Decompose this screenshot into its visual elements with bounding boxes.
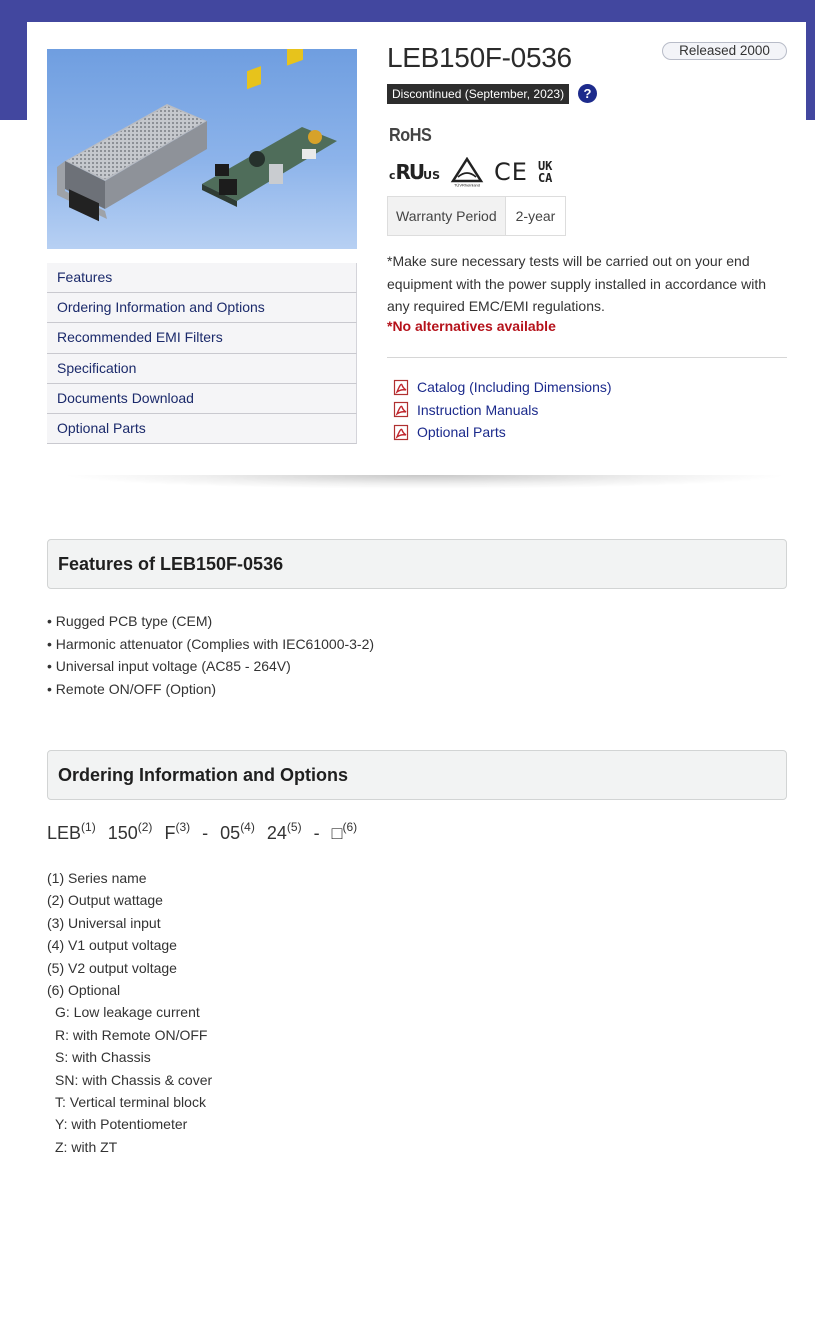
side-nav — [47, 263, 357, 444]
rohs-label: RoHS — [389, 125, 432, 145]
optional-parts-link[interactable] — [393, 421, 612, 444]
section-shadow-divider — [60, 475, 790, 489]
feature-item: • Remote ON/OFF (Option) — [47, 678, 374, 701]
features-list — [47, 610, 374, 700]
feature-item: • Rugged PCB type (CEM) — [47, 610, 374, 633]
emc-note: *Make sure necessary tests will be carried out on your end equipment with the power supply installed in accordance with any required EMC/EMI regulations. — [387, 253, 766, 314]
catalog-link-label: Catalog (Including Dimensions) — [417, 379, 612, 396]
code-v1: 05$^{(4)}$ — [220, 820, 255, 843]
side-nav-features[interactable]: Features — [47, 263, 357, 293]
features-heading: Features of LEB150F-0536 — [47, 539, 787, 589]
instruction-manuals-link-label: Instruction Manuals — [417, 401, 539, 418]
code-wattage: 150$^{(2)}$ — [107, 820, 153, 843]
option-item: G: Low leakage current — [55, 1004, 200, 1021]
feature-item: • Universal input voltage (AC85 - 264V) — [47, 655, 374, 678]
product-title: LEB150F-0536 — [387, 42, 572, 73]
code-series: LEB$^{(1)}$ — [47, 820, 96, 843]
legend-item: (2) Output wattage — [47, 892, 163, 909]
code-dash: - — [313, 823, 320, 843]
legend-item: (1) Series name — [47, 870, 147, 886]
option-item: S: with Chassis — [55, 1049, 151, 1066]
ordering-heading: Ordering Information and Options — [47, 750, 787, 800]
model-code — [47, 820, 364, 844]
ce-mark-icon: CE — [494, 158, 528, 186]
svg-text:TÜVRheinland: TÜVRheinland — [454, 182, 481, 187]
legend-item: (6) Optional — [47, 982, 121, 999]
legend-item: (4) V1 output voltage — [47, 937, 177, 954]
ul-mark-icon: cRUUS — [389, 160, 441, 184]
option-item: Y: with Potentiometer — [55, 1116, 188, 1133]
code-optional: □$^{(6)}$ — [331, 820, 358, 843]
warranty-label: Warranty Period — [388, 197, 506, 235]
option-item: R: with Remote ON/OFF — [55, 1026, 208, 1043]
divider — [387, 357, 787, 358]
released-badge: Released 2000 — [662, 42, 787, 60]
side-nav-recommended-emi-filters[interactable]: Recommended EMI Filters — [47, 323, 357, 353]
code-input: $F^{(3)}$ — [164, 820, 191, 843]
legend-item: (3) Universal input — [47, 914, 161, 931]
code-dash: - — [202, 823, 209, 843]
side-nav-documents-download[interactable]: Documents Download — [47, 384, 357, 414]
document-links — [393, 376, 612, 444]
side-nav-specification[interactable]: Specification — [47, 354, 357, 384]
pdf-icon — [393, 401, 410, 418]
warranty-value: 2-year — [506, 197, 566, 235]
optional-parts-link-label: Optional Parts — [417, 424, 506, 441]
ukca-mark-icon: UK CA — [537, 159, 553, 185]
help-icon[interactable]: ? — [578, 84, 597, 103]
tuv-rheinland-icon — [450, 157, 484, 187]
no-alternatives-notice: *No alternatives available — [387, 318, 556, 334]
product-image — [47, 49, 357, 249]
code-v2: 24$^{(5)}$ — [266, 820, 302, 843]
option-item: T: Vertical terminal block — [55, 1094, 206, 1111]
catalog-link[interactable] — [393, 376, 612, 399]
legend-item: (5) V2 output voltage — [47, 959, 177, 976]
certification-marks — [389, 156, 552, 188]
side-nav-optional-parts[interactable]: Optional Parts — [47, 414, 357, 444]
pdf-icon — [393, 379, 410, 396]
feature-item: • Harmonic attenuator (Complies with IEC61000-3-2) — [47, 633, 374, 656]
warranty-table — [387, 196, 566, 236]
side-nav-ordering-information[interactable]: Ordering Information and Options — [47, 293, 357, 323]
ordering-legend — [47, 867, 212, 1158]
discontinued-badge: Discontinued (September, 2023) — [387, 84, 569, 104]
option-item: SN: with Chassis & cover — [55, 1071, 213, 1088]
option-item: Z: with ZT — [55, 1138, 118, 1155]
instruction-manuals-link[interactable] — [393, 399, 612, 422]
pdf-icon — [393, 424, 410, 441]
